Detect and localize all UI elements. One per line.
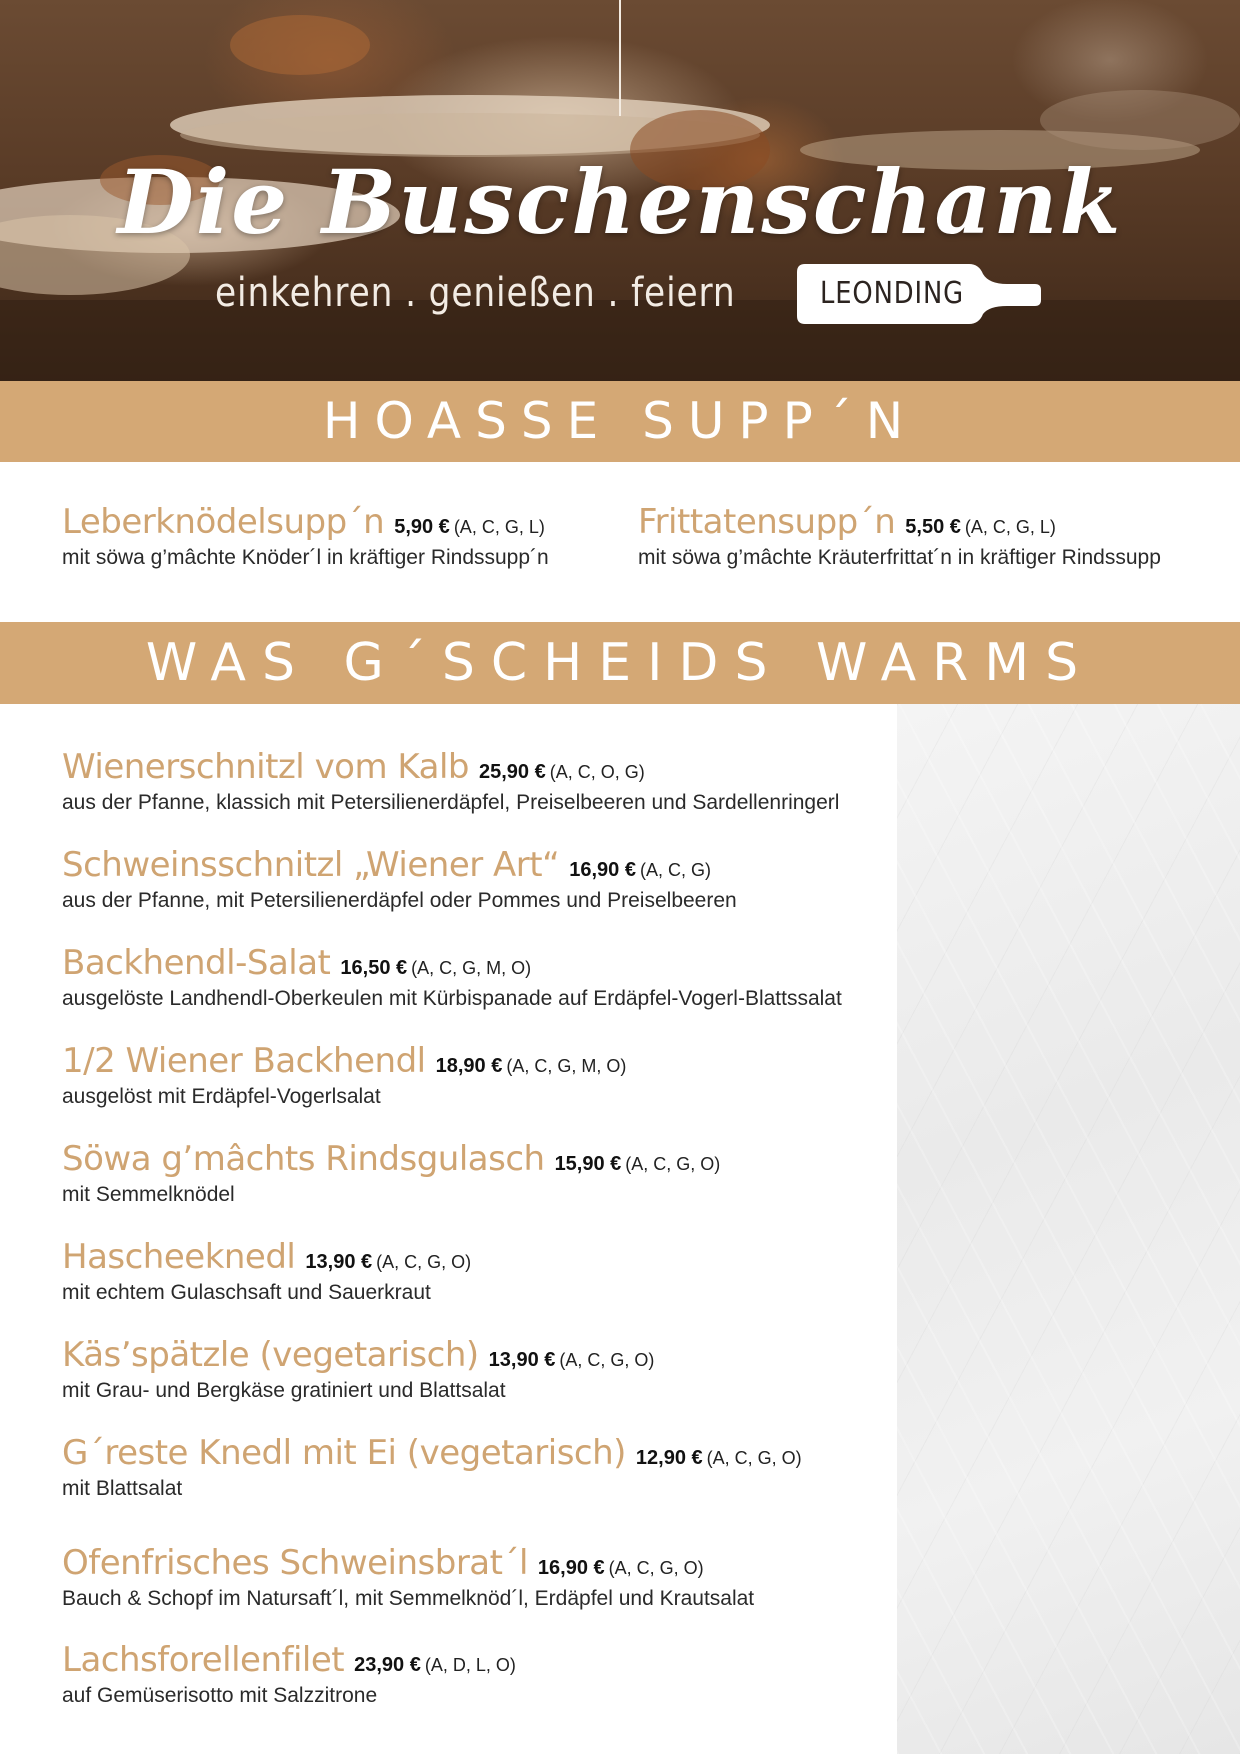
menu-item bbox=[62, 1543, 754, 1611]
dish-name: Söwa g’mâchts Rindsgulasch bbox=[62, 1139, 545, 1179]
dish-name: Hascheeknedl bbox=[62, 1237, 296, 1277]
wood-texture-panel bbox=[897, 704, 1240, 1754]
dish-allergens: (A, C, G, O) bbox=[559, 1350, 655, 1370]
menu-item bbox=[62, 943, 842, 1011]
dish-description: mit Semmelknödel bbox=[62, 1183, 235, 1206]
menu-item bbox=[62, 845, 737, 913]
dish-price: 16,90 € bbox=[569, 859, 636, 881]
dish-allergens: (A, C, G, O) bbox=[376, 1252, 472, 1272]
location-badge: LEONDING bbox=[820, 276, 964, 311]
dish-name: Wienerschnitzl vom Kalb bbox=[62, 747, 469, 787]
menu-item bbox=[62, 1335, 654, 1403]
dish-allergens: (A, C, G) bbox=[639, 860, 711, 880]
dish-description: aus der Pfanne, mit Petersilienerdäpfel oder Pommes und Preiselbeeren bbox=[62, 889, 737, 912]
dish-price: 16,90 € bbox=[537, 1557, 605, 1579]
menu-item bbox=[62, 502, 549, 570]
dish-name: 1/2 Wiener Backhendl bbox=[62, 1041, 426, 1081]
dish-price: 25,90 € bbox=[478, 761, 546, 783]
dish-description: mit söwa g’mâchte Kräuterfrittat´n in kräftiger Rindssupp bbox=[638, 546, 1161, 569]
dish-name: Leberknödelsupp´n bbox=[62, 502, 385, 542]
dish-description: mit söwa g’mâchte Knöder´l in kräftiger Rindssupp´n bbox=[62, 546, 549, 569]
dish-description: aus der Pfanne, klassich mit Petersilienerdäpfel, Preiselbeeren und Sardellenringerl bbox=[62, 791, 840, 814]
dish-description: ausgelöst mit Erdäpfel-Vogerlsalat bbox=[62, 1085, 381, 1108]
header-photo bbox=[0, 0, 1240, 381]
dish-name: Backhendl-Salat bbox=[62, 943, 331, 983]
dish-name: Käs’spätzle (vegetarisch) bbox=[62, 1335, 479, 1375]
dish-price: 13,90 € bbox=[305, 1251, 373, 1273]
dish-allergens: (A, C, O, G) bbox=[549, 762, 645, 782]
dish-price: 15,90 € bbox=[554, 1153, 622, 1175]
tagline: einkehren . genießen . feiern bbox=[215, 270, 736, 316]
dish-allergens: (A, C, G, M, O) bbox=[506, 1056, 627, 1076]
menu-item bbox=[62, 1139, 720, 1207]
dish-price: 23,90 € bbox=[354, 1654, 421, 1676]
dish-name: G´reste Knedl mit Ei (vegetarisch) bbox=[62, 1433, 626, 1473]
dish-name: Schweinsschnitzl „Wiener Art“ bbox=[62, 845, 560, 885]
dish-allergens: (A, C, G, M, O) bbox=[411, 958, 532, 978]
section-title-soups: HOASSE SUPP´N bbox=[0, 381, 1240, 462]
dish-allergens: (A, C, G, O) bbox=[608, 1558, 704, 1578]
menu-item bbox=[638, 502, 1161, 570]
dish-price: 13,90 € bbox=[488, 1349, 556, 1371]
dish-description: mit Blattsalat bbox=[62, 1477, 183, 1500]
dish-description: Bauch & Schopf im Natursaft´l, mit Semmelknöd´l, Erdäpfel und Krautsalat bbox=[62, 1587, 755, 1610]
restaurant-title: Die Buschenschank bbox=[117, 150, 1123, 254]
dish-price: 5,50 € bbox=[905, 516, 961, 538]
dish-allergens: (A, C, G, O) bbox=[706, 1448, 802, 1468]
dish-name: Frittatensupp´n bbox=[638, 502, 896, 542]
dish-price: 18,90 € bbox=[435, 1055, 503, 1077]
menu-item bbox=[62, 747, 839, 815]
divider-line bbox=[619, 0, 621, 116]
dish-price: 12,90 € bbox=[635, 1447, 703, 1469]
dish-allergens: (A, C, G, L) bbox=[964, 517, 1056, 537]
section-title-main-dishes: WAS G´SCHEIDS WARMS bbox=[0, 622, 1240, 704]
menu-item bbox=[62, 1433, 802, 1501]
dish-allergens: (A, C, G, L) bbox=[453, 517, 545, 537]
menu-item bbox=[62, 1041, 626, 1109]
menu-item bbox=[62, 1237, 471, 1305]
dish-description: mit Grau- und Bergkäse gratiniert und Blattsalat bbox=[62, 1379, 506, 1402]
dish-description: auf Gemüserisotto mit Salzzitrone bbox=[62, 1684, 378, 1707]
dish-description: ausgelöste Landhendl-Oberkeulen mit Kürbispanade auf Erdäpfel-Vogerl-Blattssalat bbox=[62, 987, 842, 1010]
dish-name: Lachsforellenfilet bbox=[62, 1640, 345, 1680]
dish-allergens: (A, C, G, O) bbox=[625, 1154, 721, 1174]
dish-price: 16,50 € bbox=[340, 957, 408, 979]
dish-allergens: (A, D, L, O) bbox=[424, 1655, 516, 1675]
dish-description: mit echtem Gulaschsaft und Sauerkraut bbox=[62, 1281, 431, 1304]
dish-name: Ofenfrisches Schweinsbrat´l bbox=[62, 1543, 528, 1583]
menu-item bbox=[62, 1640, 516, 1708]
dish-price: 5,90 € bbox=[394, 516, 450, 538]
